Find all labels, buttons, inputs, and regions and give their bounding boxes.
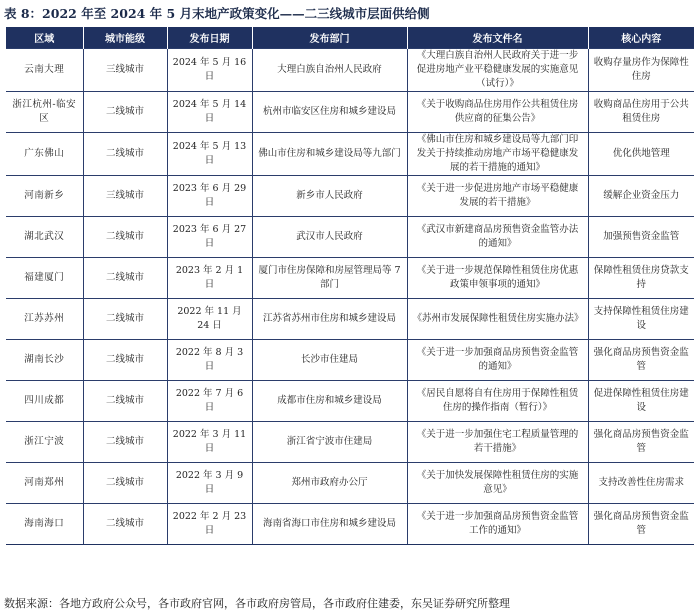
cell-document-name: 《居民自愿将自有住房用于保障性租赁住房的操作指南（暂行）》 xyxy=(407,381,588,422)
header-row xyxy=(6,27,694,49)
cell-region: 湖北武汉 xyxy=(6,217,83,258)
cell-document-name: 《大理白族自治州人民政府关于进一步促进房地产业平稳健康发展的实施意见（试行）》 xyxy=(407,49,588,92)
cell-release-date: 2022 年 8 月 3 日 xyxy=(167,340,252,381)
cell-release-date: 2023 年 2 月 1 日 xyxy=(167,258,252,299)
cell-document-name: 《苏州市发展保障性租赁住房实施办法》 xyxy=(407,299,588,340)
cell-region: 四川成都 xyxy=(6,381,83,422)
cell-document-name: 《武汉市新建商品房预售资金监管办法的通知》 xyxy=(407,217,588,258)
table-row xyxy=(6,463,694,504)
cell-city-tier: 二线城市 xyxy=(83,340,167,381)
cell-city-tier: 二线城市 xyxy=(83,258,167,299)
cell-core-content: 强化商品房预售资金监管 xyxy=(588,422,694,463)
cell-document-name: 《关于进一步促进房地产市场平稳健康发展的若干措施》 xyxy=(407,176,588,217)
table-row xyxy=(6,422,694,463)
cell-department: 武汉市人民政府 xyxy=(252,217,407,258)
table-row xyxy=(6,92,694,133)
header-core-content: 核心内容 xyxy=(588,27,694,49)
cell-document-name: 《关于进一步规范保障性租赁住房优惠政策申领事项的通知》 xyxy=(407,258,588,299)
cell-city-tier: 二线城市 xyxy=(83,381,167,422)
cell-department: 新乡市人民政府 xyxy=(252,176,407,217)
cell-department: 海南省海口市住房和城乡建设局 xyxy=(252,504,407,545)
cell-release-date: 2023 年 6 月 27 日 xyxy=(167,217,252,258)
cell-region: 河南新乡 xyxy=(6,176,83,217)
cell-core-content: 支持保障性租赁住房建设 xyxy=(588,299,694,340)
cell-city-tier: 三线城市 xyxy=(83,176,167,217)
cell-core-content: 强化商品房预售资金监管 xyxy=(588,504,694,545)
cell-core-content: 支持改善性住房需求 xyxy=(588,463,694,504)
table-row xyxy=(6,217,694,258)
table-row xyxy=(6,299,694,340)
header-release-date: 发布日期 xyxy=(167,27,252,49)
cell-department: 厦门市住房保障和房屋管理局等 7 部门 xyxy=(252,258,407,299)
source-note: 数据来源：各地方政府公众号，各市政府官网，各市政府房管局，各市政府住建委，东吴证券研究所整理 xyxy=(4,597,510,610)
policy-table xyxy=(6,27,694,545)
cell-document-name: 《关于进一步加强商品房预售资金监管的通知》 xyxy=(407,340,588,381)
table-row xyxy=(6,504,694,545)
cell-release-date: 2022 年 3 月 9 日 xyxy=(167,463,252,504)
cell-department: 长沙市住建局 xyxy=(252,340,407,381)
cell-release-date: 2022 年 7 月 6 日 xyxy=(167,381,252,422)
cell-region: 浙江杭州-临安区 xyxy=(6,92,83,133)
cell-region: 云南大理 xyxy=(6,49,83,92)
cell-region: 浙江宁波 xyxy=(6,422,83,463)
cell-core-content: 收购存量房作为保障性住房 xyxy=(588,49,694,92)
cell-department: 大理白族自治州人民政府 xyxy=(252,49,407,92)
cell-release-date: 2024 年 5 月 16 日 xyxy=(167,49,252,92)
cell-department: 江苏省苏州市住房和城乡建设局 xyxy=(252,299,407,340)
cell-department: 成都市住房和城乡建设局 xyxy=(252,381,407,422)
cell-release-date: 2024 年 5 月 13 日 xyxy=(167,133,252,176)
cell-department: 浙江省宁波市住建局 xyxy=(252,422,407,463)
table-row xyxy=(6,49,694,92)
header-document-name: 发布文件名 xyxy=(407,27,588,49)
cell-document-name: 《佛山市住房和城乡建设局等九部门印发关于持续推动房地产市场平稳健康发展的若干措施的通知》 xyxy=(407,133,588,176)
cell-region: 福建厦门 xyxy=(6,258,83,299)
cell-core-content: 促进保障性租赁住房建设 xyxy=(588,381,694,422)
cell-core-content: 保障性租赁住房贷款支持 xyxy=(588,258,694,299)
cell-document-name: 《关于进一步加强住宅工程质量管理的若干措施》 xyxy=(407,422,588,463)
cell-core-content: 缓解企业资金压力 xyxy=(588,176,694,217)
cell-department: 郑州市政府办公厅 xyxy=(252,463,407,504)
cell-core-content: 加强预售资金监管 xyxy=(588,217,694,258)
cell-document-name: 《关于加快发展保障性租赁住房的实施意见》 xyxy=(407,463,588,504)
cell-region: 湖南长沙 xyxy=(6,340,83,381)
cell-city-tier: 二线城市 xyxy=(83,422,167,463)
cell-core-content: 强化商品房预售资金监管 xyxy=(588,340,694,381)
cell-region: 江苏苏州 xyxy=(6,299,83,340)
cell-release-date: 2022 年 2 月 23 日 xyxy=(167,504,252,545)
cell-document-name: 《关于进一步加强商品房预售资金监管工作的通知》 xyxy=(407,504,588,545)
cell-release-date: 2024 年 5 月 14 日 xyxy=(167,92,252,133)
cell-region: 广东佛山 xyxy=(6,133,83,176)
cell-city-tier: 二线城市 xyxy=(83,299,167,340)
cell-core-content: 收购商品住房用于公共租赁住房 xyxy=(588,92,694,133)
table-title: 表 8：2022 年至 2024 年 5 月末地产政策变化——二三线城市层面供给侧 xyxy=(4,6,430,21)
cell-region: 海南海口 xyxy=(6,504,83,545)
cell-release-date: 2022 年 11 月 24 日 xyxy=(167,299,252,340)
cell-department: 杭州市临安区住房和城乡建设局 xyxy=(252,92,407,133)
cell-city-tier: 二线城市 xyxy=(83,217,167,258)
table-body xyxy=(6,49,694,545)
cell-department: 佛山市住房和城乡建设局等九部门 xyxy=(252,133,407,176)
table-row xyxy=(6,176,694,217)
header-region: 区域 xyxy=(6,27,83,49)
cell-city-tier: 二线城市 xyxy=(83,133,167,176)
cell-city-tier: 二线城市 xyxy=(83,504,167,545)
table-row xyxy=(6,381,694,422)
table-row xyxy=(6,258,694,299)
table-row xyxy=(6,340,694,381)
cell-release-date: 2022 年 3 月 11 日 xyxy=(167,422,252,463)
cell-city-tier: 二线城市 xyxy=(83,463,167,504)
cell-core-content: 优化供地管理 xyxy=(588,133,694,176)
cell-release-date: 2023 年 6 月 29 日 xyxy=(167,176,252,217)
cell-document-name: 《关于收购商品住房用作公共租赁住房供应商的征集公告》 xyxy=(407,92,588,133)
cell-city-tier: 三线城市 xyxy=(83,49,167,92)
header-city-tier: 城市能级 xyxy=(83,27,167,49)
table-row xyxy=(6,133,694,176)
cell-city-tier: 二线城市 xyxy=(83,92,167,133)
header-department: 发布部门 xyxy=(252,27,407,49)
cell-region: 河南郑州 xyxy=(6,463,83,504)
table-header xyxy=(6,27,694,49)
